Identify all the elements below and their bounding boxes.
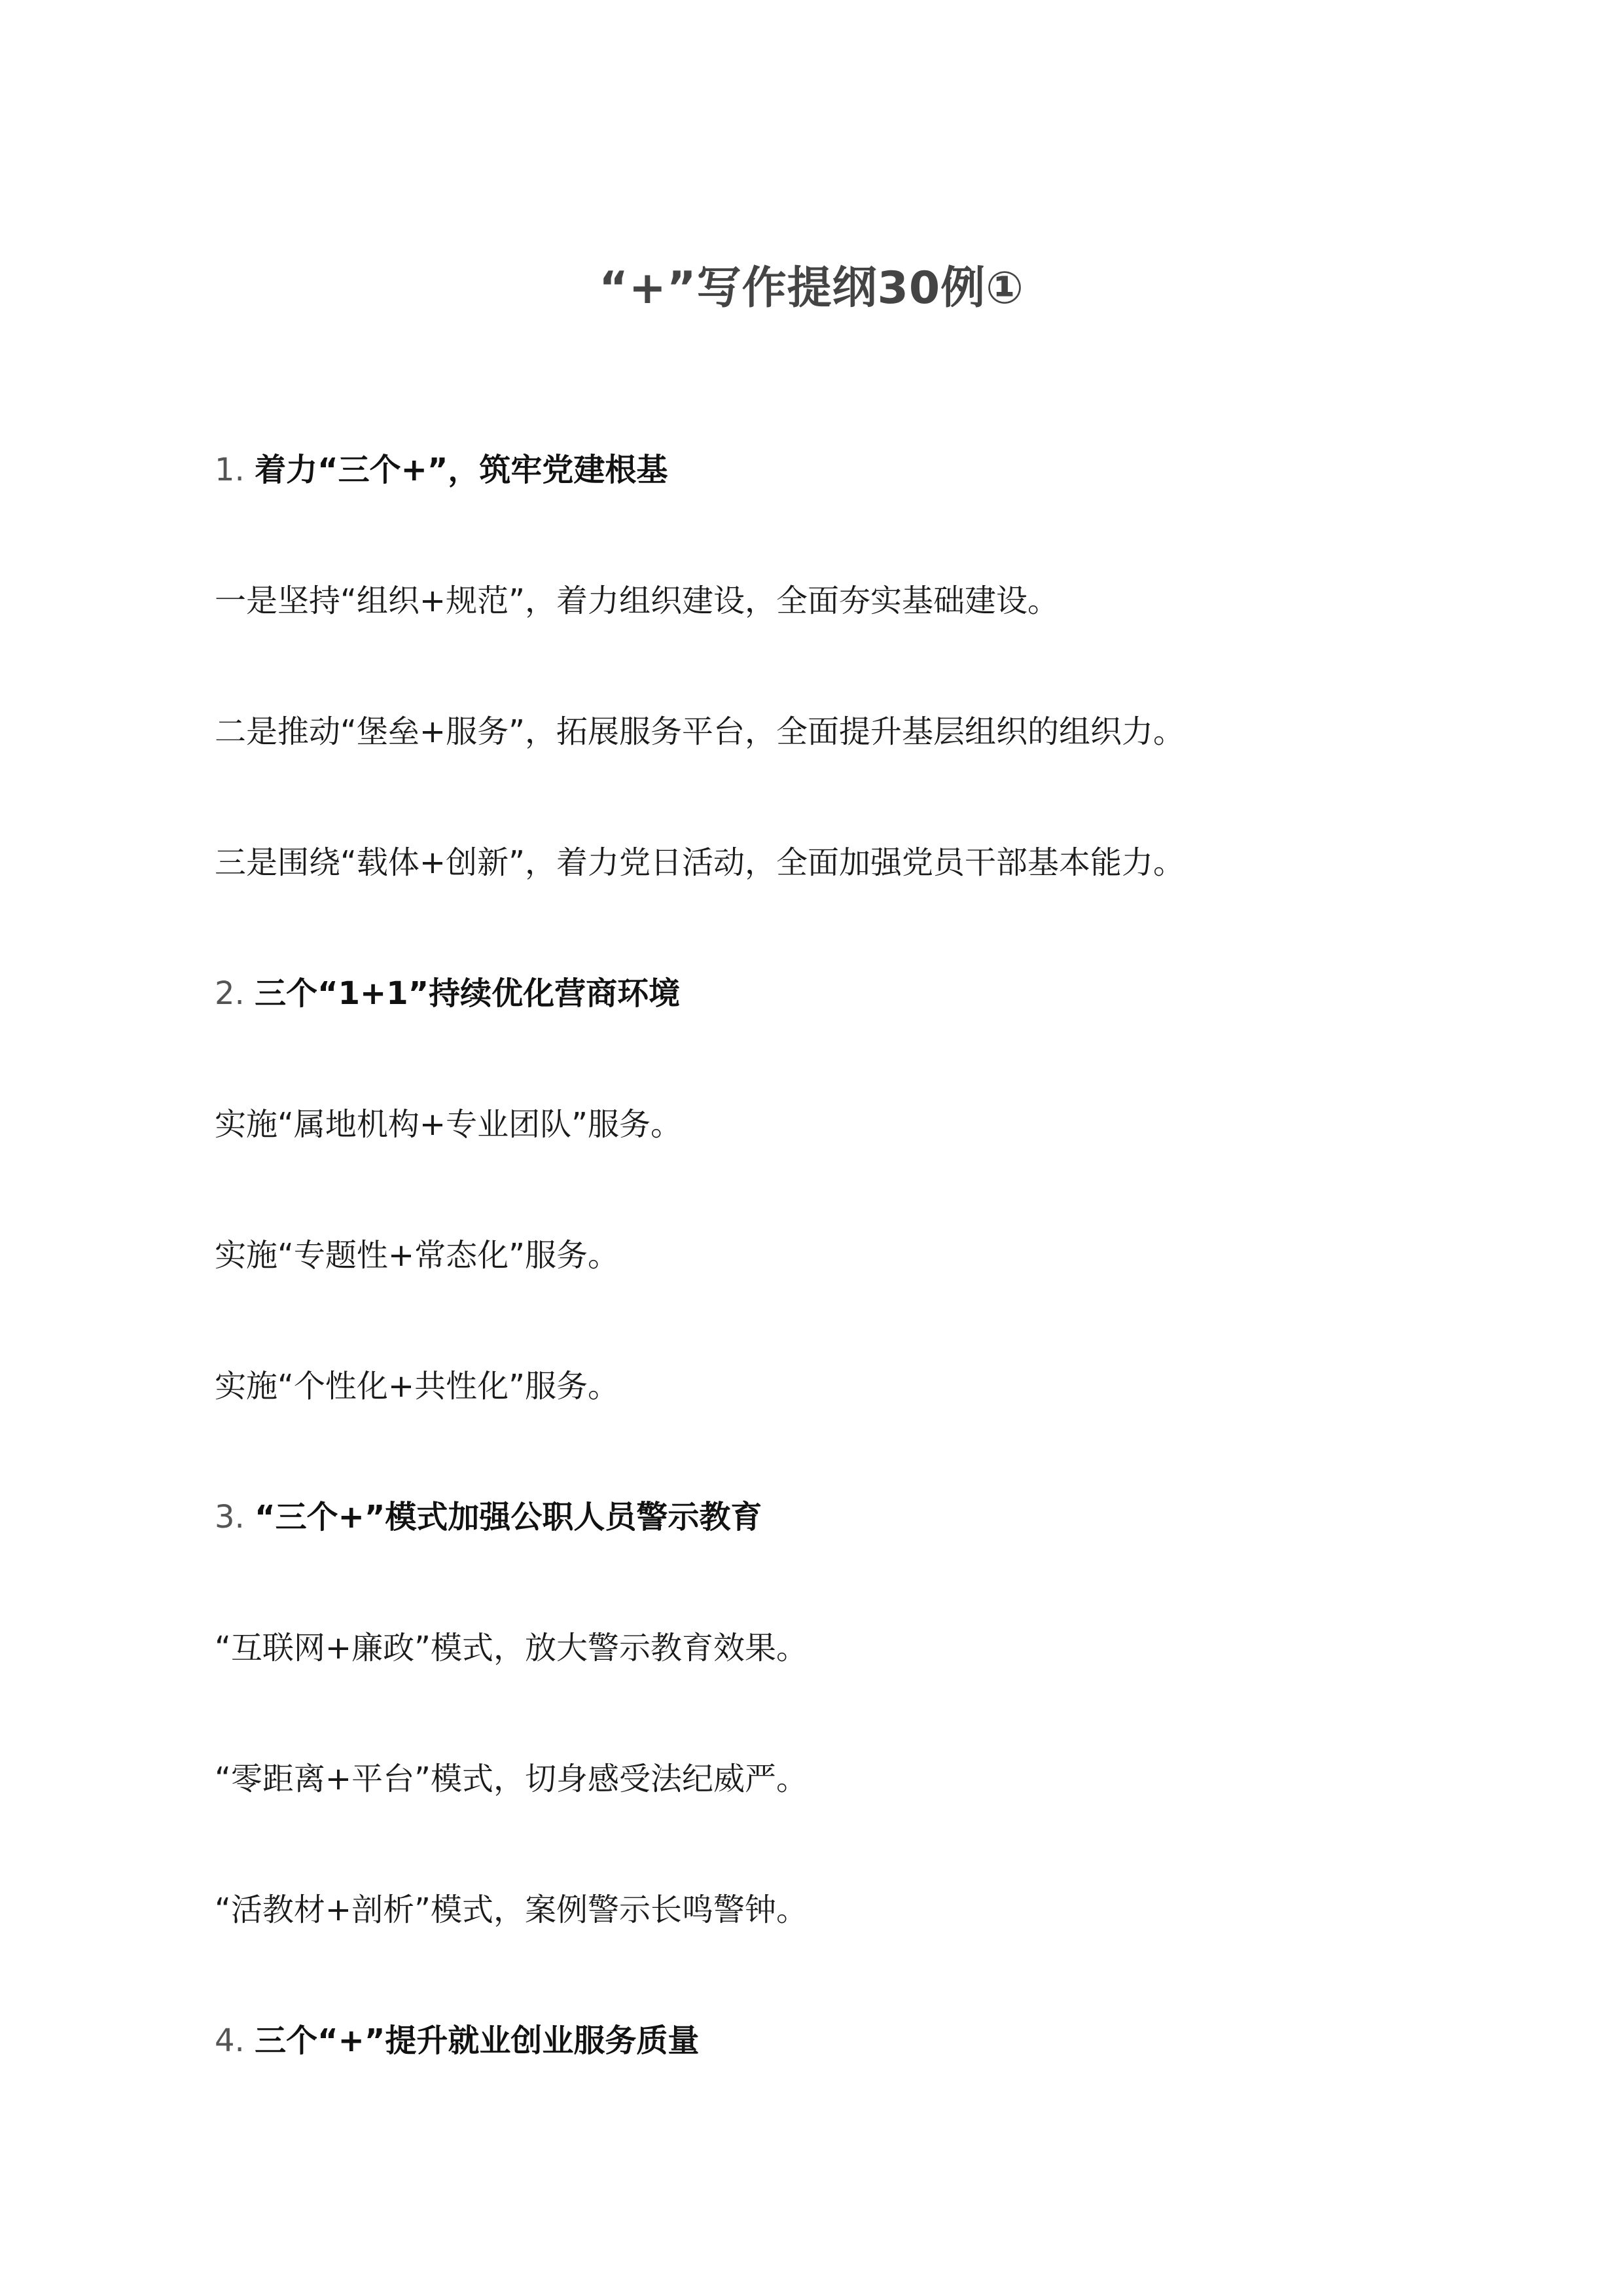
section-heading-4 xyxy=(215,2021,699,2060)
paragraph: 二是推动“堡垒+服务”，拓展服务平台，全面提升基层组织的组织力。 xyxy=(215,713,1185,750)
section-number: 3. xyxy=(215,1499,245,1535)
paragraph: 实施“属地机构+专业团队”服务。 xyxy=(215,1106,682,1143)
section-number: 1. xyxy=(215,452,245,488)
paragraph: 实施“专题性+常态化”服务。 xyxy=(215,1237,619,1274)
section-heading-3 xyxy=(215,1498,762,1537)
paragraph: 三是围绕“载体+创新”，着力党日活动，全面加强党员干部基本能力。 xyxy=(215,844,1185,881)
paragraph: 一是坚持“组织+规范”，着力组织建设，全面夯实基础建设。 xyxy=(215,583,1059,619)
document-title: “+”写作提纲30例① xyxy=(599,262,1024,314)
section-number: 4. xyxy=(215,2022,245,2059)
section-heading-2 xyxy=(215,974,680,1013)
section-heading-text: 三个“1+1”持续优化营商环境 xyxy=(255,975,681,1012)
paragraph: “活教材+剖析”模式，案例警示长鸣警钟。 xyxy=(215,1892,808,1928)
section-heading-text: “三个+”模式加强公职人员警示教育 xyxy=(255,1499,762,1535)
paragraph: 实施“个性化+共性化”服务。 xyxy=(215,1368,619,1405)
section-heading-text: 着力“三个+”，筑牢党建根基 xyxy=(255,452,668,488)
section-heading-text: 三个“+”提升就业创业服务质量 xyxy=(255,2022,700,2059)
section-heading-1 xyxy=(215,450,668,490)
paragraph: “互联网+廉政”模式，放大警示教育效果。 xyxy=(215,1630,808,1666)
paragraph: “零距离+平台”模式，切身感受法纪威严。 xyxy=(215,1761,808,1797)
section-number: 2. xyxy=(215,975,245,1012)
